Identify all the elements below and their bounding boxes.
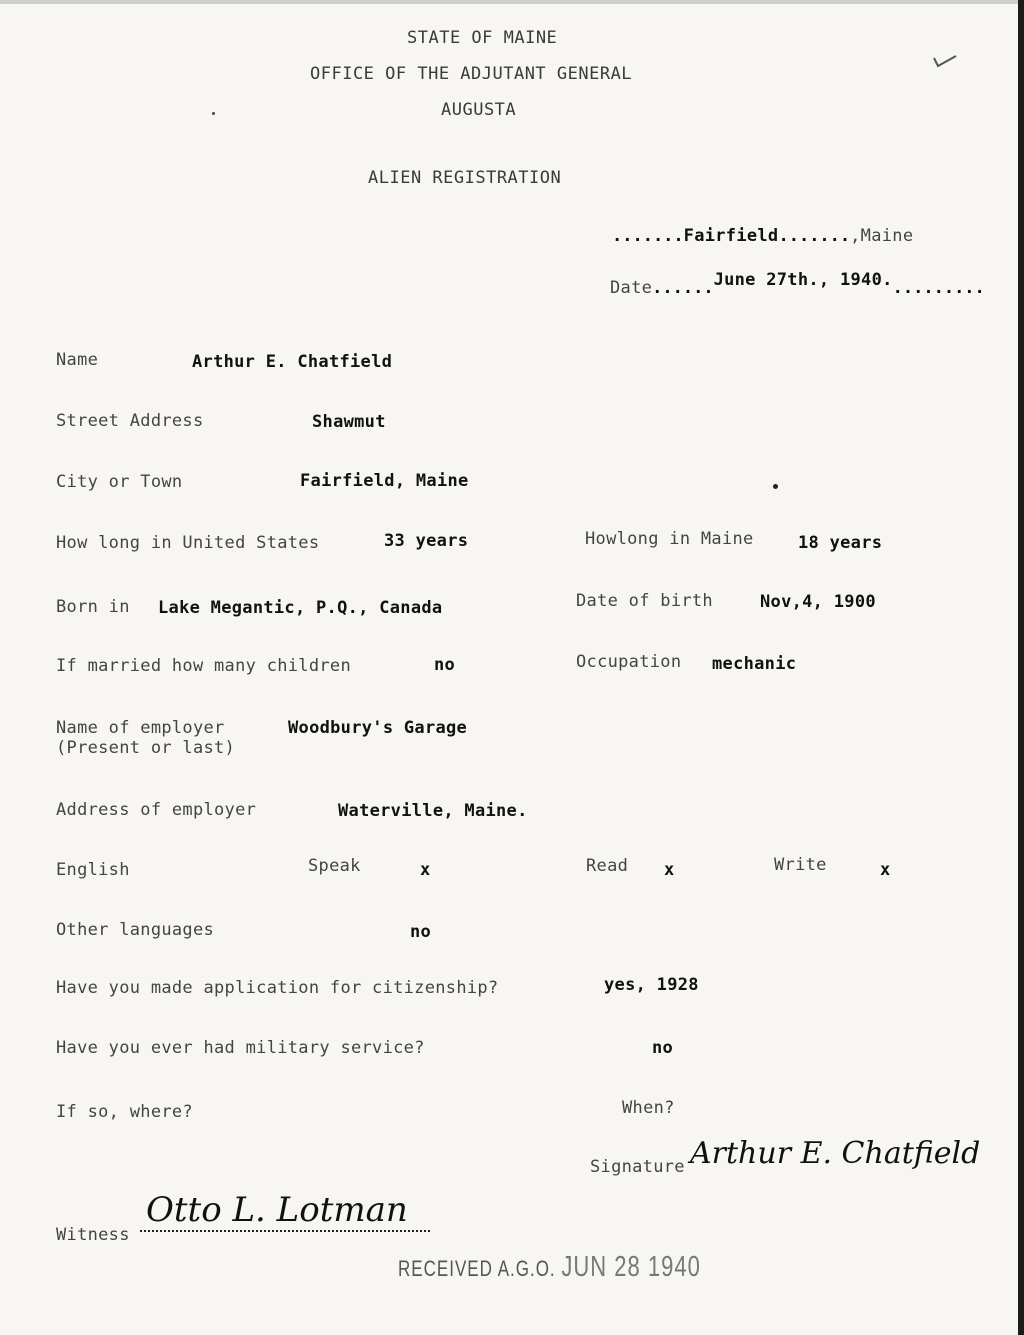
received-stamp (398, 1250, 701, 1284)
witness-signature: Otto L. Lotman (146, 1190, 408, 1230)
read-value: x (664, 860, 675, 880)
citizenship-value: yes, 1928 (604, 975, 699, 995)
scan-top-edge (0, 0, 1024, 4)
form-title: ALIEN REGISTRATION (368, 168, 562, 188)
place-value: Fairfield (683, 226, 779, 246)
place-dots-after: ....... (778, 226, 851, 246)
occupation-value: mechanic (712, 654, 797, 674)
date-dots-after: ......... (892, 278, 985, 298)
employer-address-value: Waterville, Maine. (338, 801, 528, 821)
date-line (610, 270, 985, 298)
street-value: Shawmut (312, 412, 386, 432)
other-languages-value: no (410, 922, 432, 942)
stamp-prefix: RECEIVED A.G.O. (398, 1256, 556, 1282)
read-label: Read (586, 856, 629, 876)
speak-label: Speak (308, 856, 361, 876)
employer-value: Woodbury's Garage (288, 718, 468, 738)
place-suffix: ,Maine (850, 226, 914, 246)
born-label: Born in (56, 597, 130, 617)
where-label: If so, where? (56, 1102, 193, 1122)
citizenship-label: Have you made application for citizenship? (56, 978, 499, 998)
employer-label-sub: (Present or last) (56, 738, 236, 758)
signature-label: Signature (590, 1157, 685, 1177)
witness-line (140, 1230, 430, 1232)
speak-value: x (420, 860, 431, 880)
city-label: City or Town (56, 472, 183, 492)
date-value: June 27th., 1940. (713, 270, 893, 290)
street-label: Street Address (56, 411, 204, 431)
ink-dot (773, 484, 778, 489)
military-label: Have you ever had military service? (56, 1038, 425, 1058)
born-value: Lake Megantic, P.Q., Canada (158, 598, 443, 618)
children-label: If married how many children (56, 656, 351, 676)
header-office: OFFICE OF THE ADJUTANT GENERAL (310, 64, 633, 84)
us-years-label: How long in United States (56, 533, 320, 553)
stamp-date: JUN 28 1940 (561, 1250, 701, 1283)
employer-address-label: Address of employer (56, 800, 257, 820)
write-value: x (880, 860, 891, 880)
other-languages-label: Other languages (56, 920, 215, 940)
us-years-value: 33 years (384, 531, 469, 551)
check-mark-icon (930, 50, 960, 70)
scan-right-edge (1018, 0, 1024, 1335)
city-value: Fairfield, Maine (300, 471, 469, 491)
date-label: Date (610, 278, 653, 298)
english-label: English (56, 860, 130, 880)
write-label: Write (774, 855, 827, 875)
military-value: no (652, 1038, 674, 1058)
birth-date-value: Nov,4, 1900 (760, 592, 876, 612)
maine-years-label: Howlong in Maine (585, 529, 754, 549)
name-label: Name (56, 350, 99, 370)
children-value: no (434, 655, 456, 675)
name-value: Arthur E. Chatfield (192, 352, 393, 372)
occupation-label: Occupation (576, 652, 682, 672)
signature-value: Arthur E. Chatfield (690, 1136, 981, 1171)
when-label: When? (622, 1098, 675, 1118)
witness-label: Witness (56, 1225, 130, 1245)
place-dots-before: ....... (612, 226, 684, 246)
ink-dot (212, 112, 215, 115)
header-city: AUGUSTA (441, 100, 517, 120)
birth-date-label: Date of birth (576, 591, 713, 611)
employer-label: Name of employer (56, 718, 225, 738)
date-dots-before: ...... (652, 278, 714, 298)
place-line (612, 226, 913, 246)
maine-years-value: 18 years (798, 533, 883, 553)
header-state: STATE OF MAINE (407, 28, 558, 48)
